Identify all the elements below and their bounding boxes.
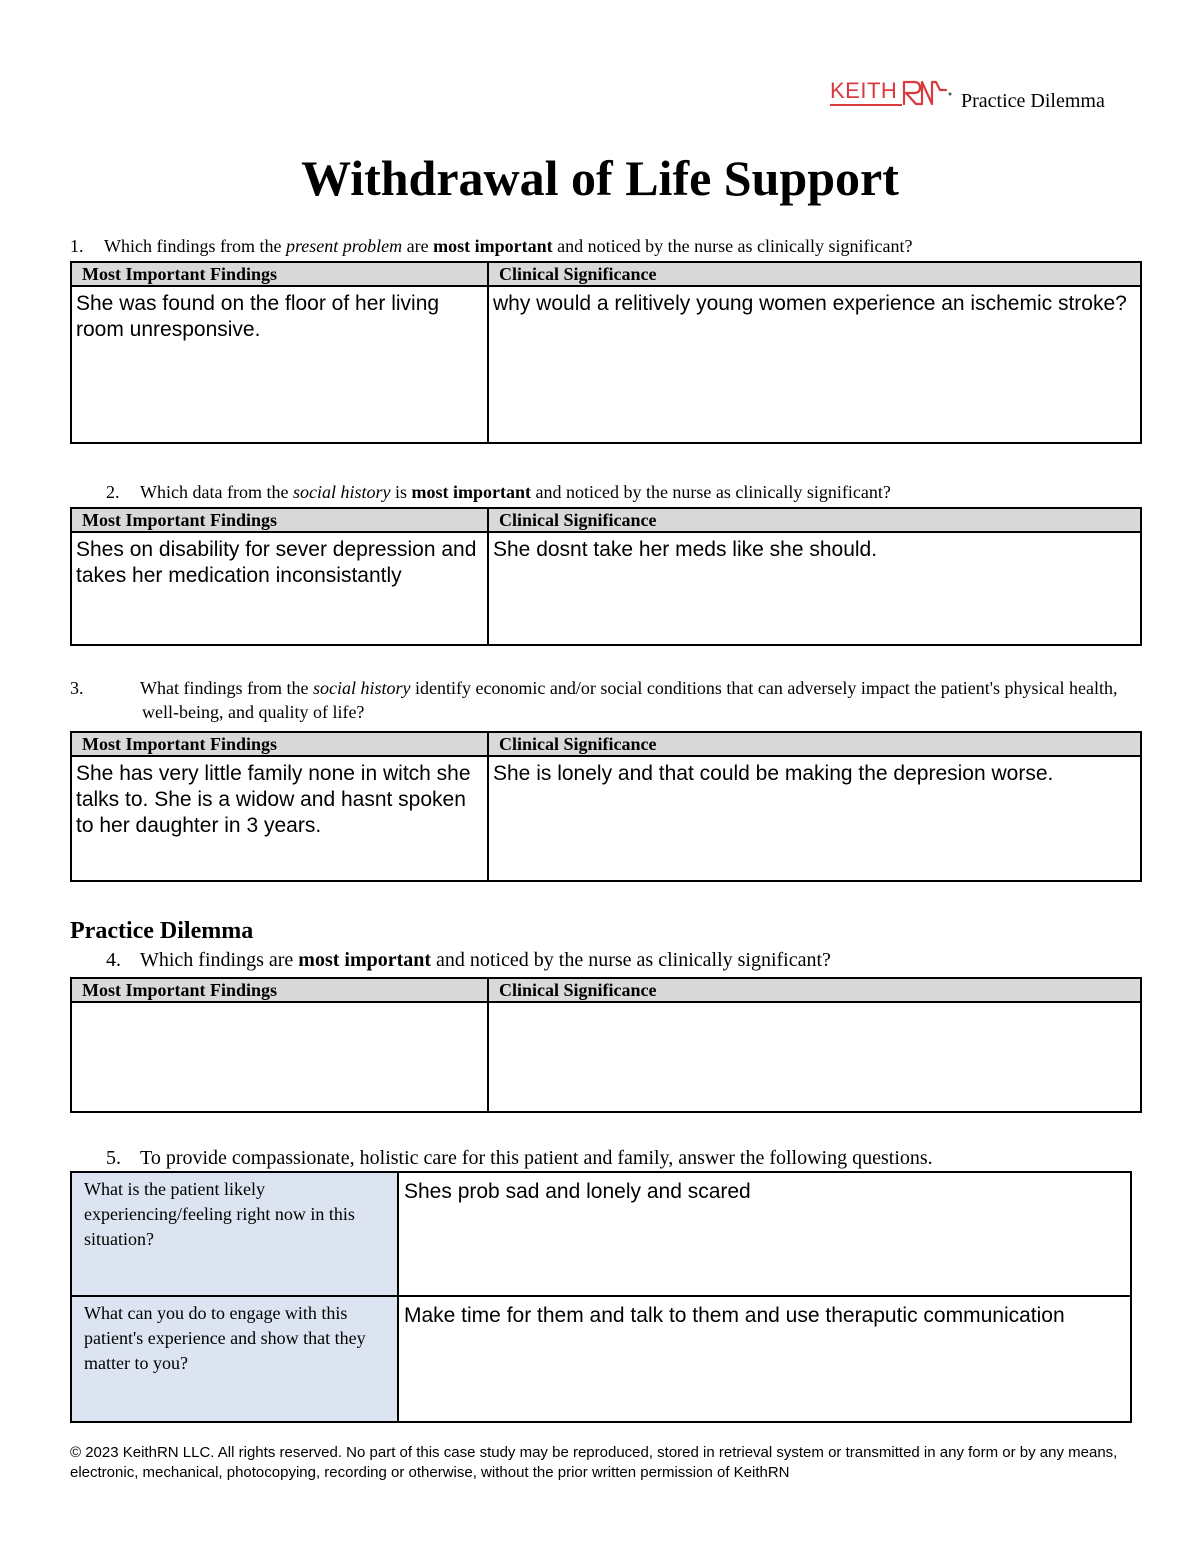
question-4: 4. Which findings are most important and noticed by the nurse as clinically significant?	[106, 949, 831, 971]
question-5: 5. To provide compassionate, holistic care for this patient and family, answer the following questions.	[106, 1147, 933, 1169]
findings-table-1	[70, 261, 1142, 444]
finding-cell[interactable]: Shes on disability for sever depression and takes her medication inconsistantly	[71, 532, 488, 645]
column-header-significance: Clinical Significance	[488, 732, 1141, 756]
question-number: 5.	[106, 1147, 121, 1169]
significance-cell[interactable]: She is lonely and that could be making the depresion worse.	[488, 756, 1141, 881]
care-answer-cell[interactable]: Make time for them and talk to them and use theraputic communication	[398, 1296, 1131, 1422]
header-label: Practice Dilemma	[961, 90, 1105, 112]
column-header-significance: Clinical Significance	[488, 978, 1141, 1002]
findings-table-2	[70, 507, 1142, 646]
question-1: 1. Which findings from the present problem are most important and noticed by the nurse as clinically significant?	[70, 236, 913, 256]
holistic-care-table	[70, 1171, 1132, 1423]
finding-cell[interactable]: She was found on the floor of her living room unresponsive.	[71, 286, 488, 443]
question-number: 3.	[70, 678, 84, 698]
column-header-significance: Clinical Significance	[488, 508, 1141, 532]
question-number: 2.	[106, 482, 120, 502]
care-question-cell: What is the patient likely experiencing/feeling right now in this situation?	[71, 1172, 398, 1296]
question-number: 1.	[70, 236, 84, 256]
question-2: 2. Which data from the social history is most important and noticed by the nurse as clinically significant?	[106, 482, 891, 502]
rn-heartbeat-icon	[902, 78, 954, 106]
finding-cell[interactable]	[71, 1002, 488, 1112]
page-title: Withdrawal of Life Support	[301, 150, 899, 206]
column-header-findings: Most Important Findings	[71, 732, 488, 756]
significance-cell[interactable]	[488, 1002, 1141, 1112]
care-question-cell: What can you do to engage with this patient's experience and show that they matter to you?	[71, 1296, 398, 1422]
column-header-findings: Most Important Findings	[71, 978, 488, 1002]
finding-cell[interactable]: She has very little family none in witch she talks to. She is a widow and hasnt spoken to her daughter in 3 years.	[71, 756, 488, 881]
column-header-findings: Most Important Findings	[71, 262, 488, 286]
significance-cell[interactable]: why would a relitively young women experience an ischemic stroke?	[488, 286, 1141, 443]
care-answer-cell[interactable]: Shes prob sad and lonely and scared	[398, 1172, 1131, 1296]
column-header-findings: Most Important Findings	[71, 508, 488, 532]
question-number: 4.	[106, 949, 121, 971]
significance-cell[interactable]: She dosnt take her meds like she should.	[488, 532, 1141, 645]
findings-table-4	[70, 977, 1142, 1113]
logo-underline	[830, 104, 902, 106]
question-3: 3. What findings from the social history identify economic and/or social conditions that can adversely impact the patient's physical health, well-being, and quality of life?	[70, 678, 1118, 722]
keithrn-logo	[830, 76, 1150, 116]
section-heading: Practice Dilemma	[70, 918, 254, 944]
logo-wordmark: KEITH	[830, 78, 898, 103]
findings-table-3	[70, 731, 1142, 882]
column-header-significance: Clinical Significance	[488, 262, 1141, 286]
copyright-footer: © 2023 KeithRN LLC. All rights reserved. No part of this case study may be reproduced, stored in retrieval system or transmitted in any form or by any means, electronic, mechanical, photocopying, recording or otherwise, without the prior written permission of KeithRN	[70, 1444, 1118, 1481]
